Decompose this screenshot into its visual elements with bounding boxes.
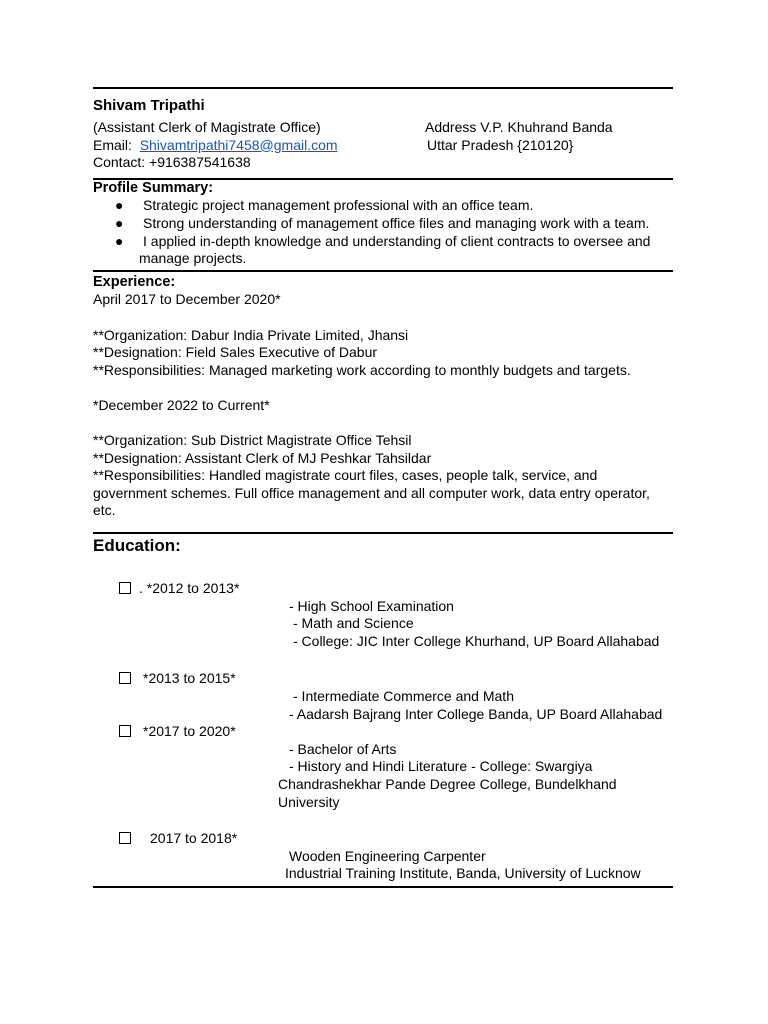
education-detail-line: - Intermediate Commerce and Math <box>293 688 514 705</box>
bullet-icon: ● <box>115 232 124 249</box>
experience-rule <box>93 270 673 272</box>
summary-text: Strong understanding of management office files and managing work with a team. <box>143 214 650 231</box>
summary-text: I applied in-depth knowledge and understanding of client contracts to oversee and <box>143 232 651 249</box>
education-detail-line: University <box>278 793 340 810</box>
bullet-icon: ● <box>115 197 124 214</box>
job2-responsibilities <box>93 467 673 520</box>
email-line <box>93 137 425 155</box>
bullet-icon: ● <box>115 214 124 231</box>
education-entry-head <box>93 580 673 598</box>
education-detail-line: Chandrashekhar Pande Degree College, Bundelkhand <box>278 776 617 792</box>
email-label: Email: <box>93 136 132 153</box>
education-detail-line: - Bachelor of Arts <box>289 740 397 757</box>
job2-organization: **Organization: Sub District Magistrate Office Tehsil <box>93 432 412 449</box>
education-entry-head <box>93 723 673 741</box>
address-line-1: Address V.P. Khuhrand Banda <box>425 119 613 135</box>
list-item <box>93 233 673 268</box>
education-entry <box>93 723 673 811</box>
job1-designation: **Designation: Field Sales Executive of Dabur <box>93 344 378 361</box>
resume-page <box>93 87 673 888</box>
education-details <box>93 598 673 651</box>
checkbox-icon[interactable] <box>119 582 131 594</box>
job2-designation: **Designation: Assistant Clerk of MJ Peshkar Tahsildar <box>93 449 432 466</box>
bottom-rule <box>93 886 673 888</box>
checkbox-icon[interactable] <box>119 672 131 684</box>
education-entry <box>93 670 673 723</box>
summary-text: Strategic project management professional with an office team. <box>143 197 534 214</box>
current-role: (Assistant Clerk of Magistrate Office) <box>93 119 321 135</box>
list-item <box>93 197 673 215</box>
candidate-name: Shivam Tripathi <box>93 97 205 114</box>
address-line-2: Uttar Pradesh {210120} <box>427 136 574 153</box>
education-entry-head <box>93 670 673 688</box>
checkbox-icon[interactable] <box>119 832 131 844</box>
email-link[interactable]: Shivamtripathi7458@gmail.com <box>139 136 338 153</box>
education-detail-line: Wooden Engineering Carpenter <box>289 847 486 864</box>
education-rule <box>93 532 673 534</box>
job1-responsibilities: **Responsibilities: Managed marketing work according to monthly budgets and targets. <box>93 361 631 378</box>
education-detail-line: - High School Examination <box>289 597 454 614</box>
summary-text-continued: manage projects. <box>139 250 247 267</box>
education-detail-line: - History and Hindi Literature - College: Swargiya <box>289 758 593 775</box>
education-period: *2017 to 2020* <box>143 723 236 740</box>
checkbox-icon[interactable] <box>119 725 131 737</box>
list-item <box>93 215 673 233</box>
top-rule <box>93 87 673 89</box>
experience-title: Experience: <box>93 273 176 290</box>
job2-period: *December 2022 to Current* <box>93 396 270 413</box>
education-period: . *2012 to 2013* <box>139 580 240 597</box>
education-entry-head <box>93 830 673 848</box>
education-entry <box>93 830 673 883</box>
education-title: Education: <box>93 536 181 556</box>
address-block <box>425 119 673 172</box>
job2-responsibilities-line: etc. <box>93 502 116 519</box>
contact-block <box>93 119 673 172</box>
profile-summary-title: Profile Summary: <box>93 179 214 196</box>
profile-summary-list <box>93 197 673 267</box>
education-details <box>93 741 673 811</box>
contact-number: Contact: +916387541638 <box>93 154 251 171</box>
job1-period: April 2017 to December 2020* <box>93 291 281 308</box>
education-detail-line: Industrial Training Institute, Banda, University of Lucknow <box>285 865 641 882</box>
education-details <box>93 688 673 723</box>
education-period: *2013 to 2015* <box>143 670 236 687</box>
job2-responsibilities-line: government schemes. Full office management and all computer work, data entry operator, <box>93 484 650 501</box>
job1-organization: **Organization: Dabur India Private Limited, Jhansi <box>93 326 409 343</box>
education-detail-line: - College: JIC Inter College Khurhand, UP Board Allahabad <box>293 632 660 649</box>
education-entry <box>93 580 673 650</box>
education-details <box>93 848 673 883</box>
contact-left <box>93 119 425 172</box>
education-detail-line: - Aadarsh Bajrang Inter College Banda, UP Board Allahabad <box>289 705 663 722</box>
education-detail-line: - Math and Science <box>293 615 414 632</box>
job2-responsibilities-line: **Responsibilities: Handled magistrate court files, cases, people talk, service, and <box>93 467 598 484</box>
education-period: 2017 to 2018* <box>150 830 238 847</box>
